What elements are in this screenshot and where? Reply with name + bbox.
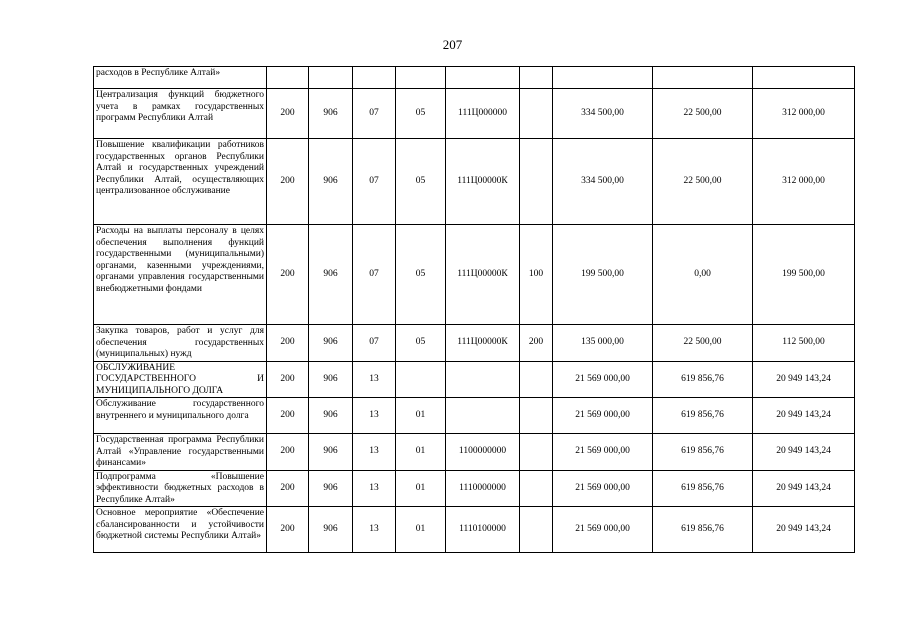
subsection-code-cell: 05 bbox=[396, 139, 446, 225]
payer-code-cell: 200 bbox=[267, 139, 309, 225]
table-row bbox=[94, 139, 855, 225]
change-cell bbox=[653, 67, 753, 89]
ministry-code-cell: 906 bbox=[309, 507, 353, 553]
subsection-code-cell: 05 bbox=[396, 89, 446, 139]
result-cell: 312 000,00 bbox=[753, 89, 855, 139]
page-number: 207 bbox=[442, 37, 463, 52]
subsection-code-cell: 01 bbox=[396, 507, 446, 553]
table-row bbox=[94, 470, 855, 507]
amount-cell bbox=[553, 67, 653, 89]
ministry-code-cell: 906 bbox=[309, 139, 353, 225]
result-cell: 20 949 143,24 bbox=[753, 507, 855, 553]
change-cell: 619 856,76 bbox=[653, 507, 753, 553]
subsection-code-cell bbox=[396, 361, 446, 398]
target-article-cell bbox=[446, 398, 520, 434]
payer-code-cell: 200 bbox=[267, 434, 309, 471]
payer-code-cell bbox=[267, 67, 309, 89]
change-cell: 619 856,76 bbox=[653, 361, 753, 398]
amount-cell: 199 500,00 bbox=[553, 225, 653, 325]
payer-code-cell: 200 bbox=[267, 89, 309, 139]
target-article-cell: 1110100000 bbox=[446, 507, 520, 553]
payer-code-cell: 200 bbox=[267, 225, 309, 325]
row-name-cell: Обслуживание государственного внутреннего и муниципального долга bbox=[94, 398, 267, 434]
result-cell: 20 949 143,24 bbox=[753, 470, 855, 507]
row-name-cell: расходов в Республике Алтай» bbox=[94, 67, 267, 89]
subsection-code-cell: 05 bbox=[396, 225, 446, 325]
table-row bbox=[94, 507, 855, 553]
amount-cell: 334 500,00 bbox=[553, 89, 653, 139]
section-code-cell: 13 bbox=[353, 434, 396, 471]
change-cell: 22 500,00 bbox=[653, 325, 753, 362]
target-article-cell: 1110000000 bbox=[446, 470, 520, 507]
result-cell bbox=[753, 67, 855, 89]
expense-type-cell bbox=[520, 434, 553, 471]
subsection-code-cell: 01 bbox=[396, 470, 446, 507]
row-name-cell: Закупка товаров, работ и услуг для обеспечения государственных (муниципальных) нужд bbox=[94, 325, 267, 362]
expense-type-cell bbox=[520, 361, 553, 398]
result-cell: 312 000,00 bbox=[753, 139, 855, 225]
target-article-cell: 111Ц00000К bbox=[446, 139, 520, 225]
expense-type-cell: 200 bbox=[520, 325, 553, 362]
table-row bbox=[94, 89, 855, 139]
ministry-code-cell: 906 bbox=[309, 361, 353, 398]
ministry-code-cell bbox=[309, 67, 353, 89]
row-name-cell: Централизация функций бюджетного учета в рамках государственных программ Республики Алтай bbox=[94, 89, 267, 139]
result-cell: 20 949 143,24 bbox=[753, 361, 855, 398]
table-row bbox=[94, 67, 855, 89]
result-cell: 20 949 143,24 bbox=[753, 398, 855, 434]
target-article-cell: 1100000000 bbox=[446, 434, 520, 471]
change-cell: 0,00 bbox=[653, 225, 753, 325]
expense-type-cell bbox=[520, 89, 553, 139]
expense-type-cell bbox=[520, 67, 553, 89]
table-row bbox=[94, 225, 855, 325]
budget-table bbox=[93, 66, 855, 553]
section-code-cell: 13 bbox=[353, 361, 396, 398]
target-article-cell: 111Ц00000К bbox=[446, 325, 520, 362]
change-cell: 619 856,76 bbox=[653, 470, 753, 507]
expense-type-cell bbox=[520, 470, 553, 507]
ministry-code-cell: 906 bbox=[309, 470, 353, 507]
expense-type-cell: 100 bbox=[520, 225, 553, 325]
section-code-cell: 07 bbox=[353, 225, 396, 325]
payer-code-cell: 200 bbox=[267, 361, 309, 398]
expense-type-cell bbox=[520, 507, 553, 553]
section-code-cell bbox=[353, 67, 396, 89]
row-name-cell: Государственная программа Республики Алтай «Управление государственными финансами» bbox=[94, 434, 267, 471]
target-article-cell: 111Ц00000К bbox=[446, 225, 520, 325]
row-name-cell: Основное мероприятие «Обеспечение сбалансированности и устойчивости бюджетной системы Республики Алтай» bbox=[94, 507, 267, 553]
row-name-cell: Подпрограмма «Повышение эффективности бюджетных расходов в Республике Алтай» bbox=[94, 470, 267, 507]
amount-cell: 21 569 000,00 bbox=[553, 398, 653, 434]
ministry-code-cell: 906 bbox=[309, 89, 353, 139]
table-row bbox=[94, 434, 855, 471]
target-article-cell bbox=[446, 361, 520, 398]
change-cell: 619 856,76 bbox=[653, 398, 753, 434]
result-cell: 20 949 143,24 bbox=[753, 434, 855, 471]
section-code-cell: 13 bbox=[353, 398, 396, 434]
row-name-cell: Расходы на выплаты персоналу в целях обеспечения выполнения функций государственными (муниципальными) органами, казенными учреждениями, органами управления государственными внебюджетными фондами bbox=[94, 225, 267, 325]
result-cell: 199 500,00 bbox=[753, 225, 855, 325]
payer-code-cell: 200 bbox=[267, 470, 309, 507]
subsection-code-cell: 01 bbox=[396, 398, 446, 434]
result-cell: 112 500,00 bbox=[753, 325, 855, 362]
amount-cell: 334 500,00 bbox=[553, 139, 653, 225]
target-article-cell: 111Ц000000 bbox=[446, 89, 520, 139]
ministry-code-cell: 906 bbox=[309, 398, 353, 434]
section-code-cell: 13 bbox=[353, 470, 396, 507]
payer-code-cell: 200 bbox=[267, 507, 309, 553]
amount-cell: 21 569 000,00 bbox=[553, 507, 653, 553]
amount-cell: 135 000,00 bbox=[553, 325, 653, 362]
ministry-code-cell: 906 bbox=[309, 434, 353, 471]
amount-cell: 21 569 000,00 bbox=[553, 361, 653, 398]
section-code-cell: 13 bbox=[353, 507, 396, 553]
section-code-cell: 07 bbox=[353, 89, 396, 139]
change-cell: 619 856,76 bbox=[653, 434, 753, 471]
target-article-cell bbox=[446, 67, 520, 89]
table-row bbox=[94, 325, 855, 362]
ministry-code-cell: 906 bbox=[309, 225, 353, 325]
table-row bbox=[94, 361, 855, 398]
row-name-cell: ОБСЛУЖИВАНИЕ ГОСУДАРСТВЕННОГО И МУНИЦИПАЛЬНОГО ДОЛГА bbox=[94, 361, 267, 398]
ministry-code-cell: 906 bbox=[309, 325, 353, 362]
change-cell: 22 500,00 bbox=[653, 139, 753, 225]
amount-cell: 21 569 000,00 bbox=[553, 434, 653, 471]
payer-code-cell: 200 bbox=[267, 398, 309, 434]
section-code-cell: 07 bbox=[353, 325, 396, 362]
change-cell: 22 500,00 bbox=[653, 89, 753, 139]
subsection-code-cell: 05 bbox=[396, 325, 446, 362]
expense-type-cell bbox=[520, 398, 553, 434]
subsection-code-cell: 01 bbox=[396, 434, 446, 471]
payer-code-cell: 200 bbox=[267, 325, 309, 362]
table-row bbox=[94, 398, 855, 434]
section-code-cell: 07 bbox=[353, 139, 396, 225]
row-name-cell: Повышение квалификации работников государственных органов Республики Алтай и государственных учреждений Республики Алтай, осуществляющих централизованное обслуживание bbox=[94, 139, 267, 225]
expense-type-cell bbox=[520, 139, 553, 225]
subsection-code-cell bbox=[396, 67, 446, 89]
amount-cell: 21 569 000,00 bbox=[553, 470, 653, 507]
